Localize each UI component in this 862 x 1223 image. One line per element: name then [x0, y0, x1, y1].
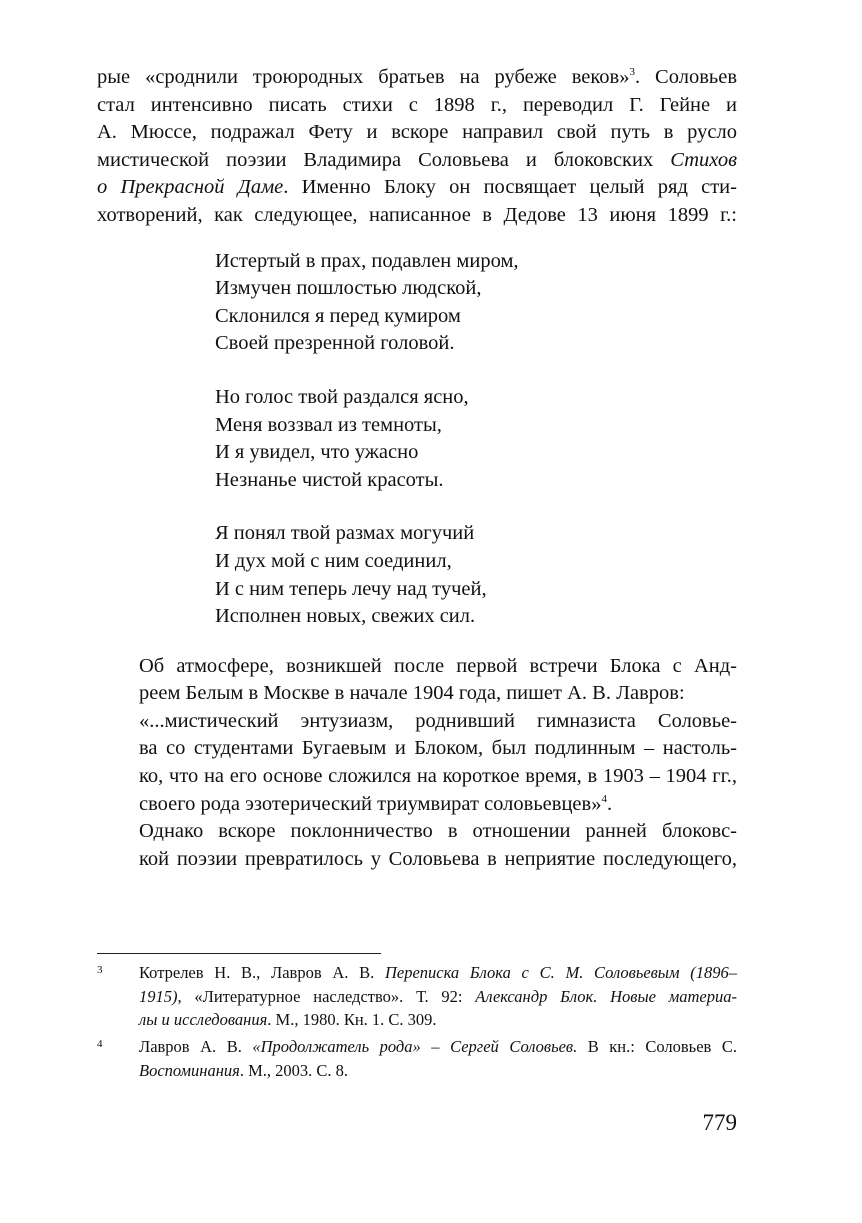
text-run: Котрелев Н. В., Лавров А. В. — [139, 963, 385, 982]
text-run: В кн.: Соловьев С. — [577, 1037, 737, 1056]
poem-line: Своей презренной головой. — [215, 332, 455, 355]
poem-line: Измучен пошлостью людской, — [215, 277, 482, 300]
text-line — [97, 147, 737, 175]
page-body — [97, 64, 737, 873]
text-line — [139, 961, 737, 985]
text-line — [139, 1008, 737, 1032]
italic-title: Воспоминания — [139, 1060, 240, 1080]
poem-line: Исполнен новых, свежих сил. — [215, 605, 476, 628]
text-run: . — [606, 792, 613, 815]
text-run: . Именно Блоку он посвящает целый ряд сти- — [283, 176, 737, 199]
spacer — [97, 631, 737, 653]
text-line: стал интенсивно писать стихи с 1898 г., переводил Г. Гейне и — [97, 93, 737, 116]
text-line: реем Белым в Москве в начале 1904 года, пишет А. В. Лавров: — [139, 682, 685, 705]
paragraph-atmosphere — [97, 653, 737, 708]
text-run: рые «сроднили троюродных братьев на рубеже веков» — [97, 66, 630, 88]
text-line: Однако вскоре поклонничество в отношении ранней блоковс- — [139, 820, 737, 843]
italic-title: Переписка Блока с С. М. Соловьевым (1896– — [384, 963, 737, 982]
text-line: «...мистический энтузиазм, роднивший гимназиста Соловье- — [139, 709, 737, 732]
italic-title: Стихов — [670, 148, 737, 171]
paragraph-quote — [97, 708, 737, 818]
text-line: хотворений, как следующее, написанное в Дедове 13 июня 1899 г.: — [97, 203, 737, 226]
text-line — [139, 985, 737, 1009]
poem-line: Но голос твой раздался ясно, — [215, 385, 469, 408]
italic-title: Александр Блок. Новые материа- — [475, 986, 737, 1006]
page-number: 779 — [702, 1110, 737, 1135]
footnote-body — [139, 1035, 737, 1082]
poem-line: И я увидел, что ужасно — [215, 441, 419, 464]
poem-line: И дух мой с ним соединил, — [215, 549, 452, 572]
paragraph-intro — [97, 64, 737, 230]
footnote-ref-4[interactable]: 4 — [601, 792, 607, 805]
footnote-4 — [97, 1035, 737, 1082]
text-line: ко, что на его основе сложился на короткое время, в 1903 – 1904 гг., — [139, 765, 737, 788]
footnote-number: 4 — [97, 1038, 103, 1050]
text-line — [139, 1035, 737, 1059]
footnote-3 — [97, 961, 737, 1032]
text-line — [97, 174, 737, 202]
italic-title: о Прекрасной Даме — [97, 176, 284, 199]
poem-line: Я понял твой размах могучий — [215, 522, 475, 545]
poem-line: Склонился я перед кумиром — [215, 304, 461, 327]
text-line: А. Мюссе, подражал Фету и вскоре направил свой путь в русло — [97, 121, 737, 144]
italic-title: 1915) — [139, 986, 178, 1006]
text-line — [97, 791, 737, 819]
footnote-ref-3[interactable]: 3 — [629, 66, 635, 78]
footnote-number: 3 — [97, 964, 103, 976]
text-line — [97, 64, 737, 92]
footnote-body — [139, 961, 737, 1032]
footnote-separator — [97, 953, 381, 954]
text-run: мистической поэзии Владимира Соловьева и блоковских — [97, 148, 671, 171]
text-run: . М., 2003. С. 8. — [239, 1060, 349, 1080]
text-line: ва со студентами Бугаевым и Блоком, был подлинным – настоль- — [139, 737, 737, 760]
text-run: , «Литературное наследство». Т. 92: — [177, 986, 476, 1006]
text-run: . М., 1980. Кн. 1. С. 309. — [267, 1010, 437, 1029]
poem-line: И с ним теперь лечу над тучей, — [215, 577, 487, 600]
text-run: Лавров А. В. — [139, 1037, 253, 1056]
text-run: своего рода эзотерический триумвират соловьевцев» — [139, 792, 602, 815]
text-line: кой поэзии превратилось у Соловьева в неприятие последующего, — [139, 847, 737, 870]
text-line — [139, 1059, 737, 1083]
poem-line: Незнанье чистой красоты. — [215, 468, 444, 491]
poem — [215, 248, 737, 631]
poem-stanza-2 — [215, 384, 737, 494]
italic-title: лы и исследования — [139, 1010, 268, 1029]
poem-stanza-3 — [215, 520, 737, 630]
paragraph-however — [97, 818, 737, 873]
poem-line: Истертый в прах, подавлен миром, — [215, 249, 519, 272]
poem-line: Меня воззвал из темноты, — [215, 413, 442, 436]
italic-title: «Продолжатель рода» – Сергей Соловьев. — [252, 1037, 578, 1056]
poem-stanza-1 — [215, 248, 737, 358]
text-run: . Соловьев — [634, 66, 737, 88]
text-line: Об атмосфере, возникшей после первой встречи Блока с Анд- — [139, 654, 737, 677]
